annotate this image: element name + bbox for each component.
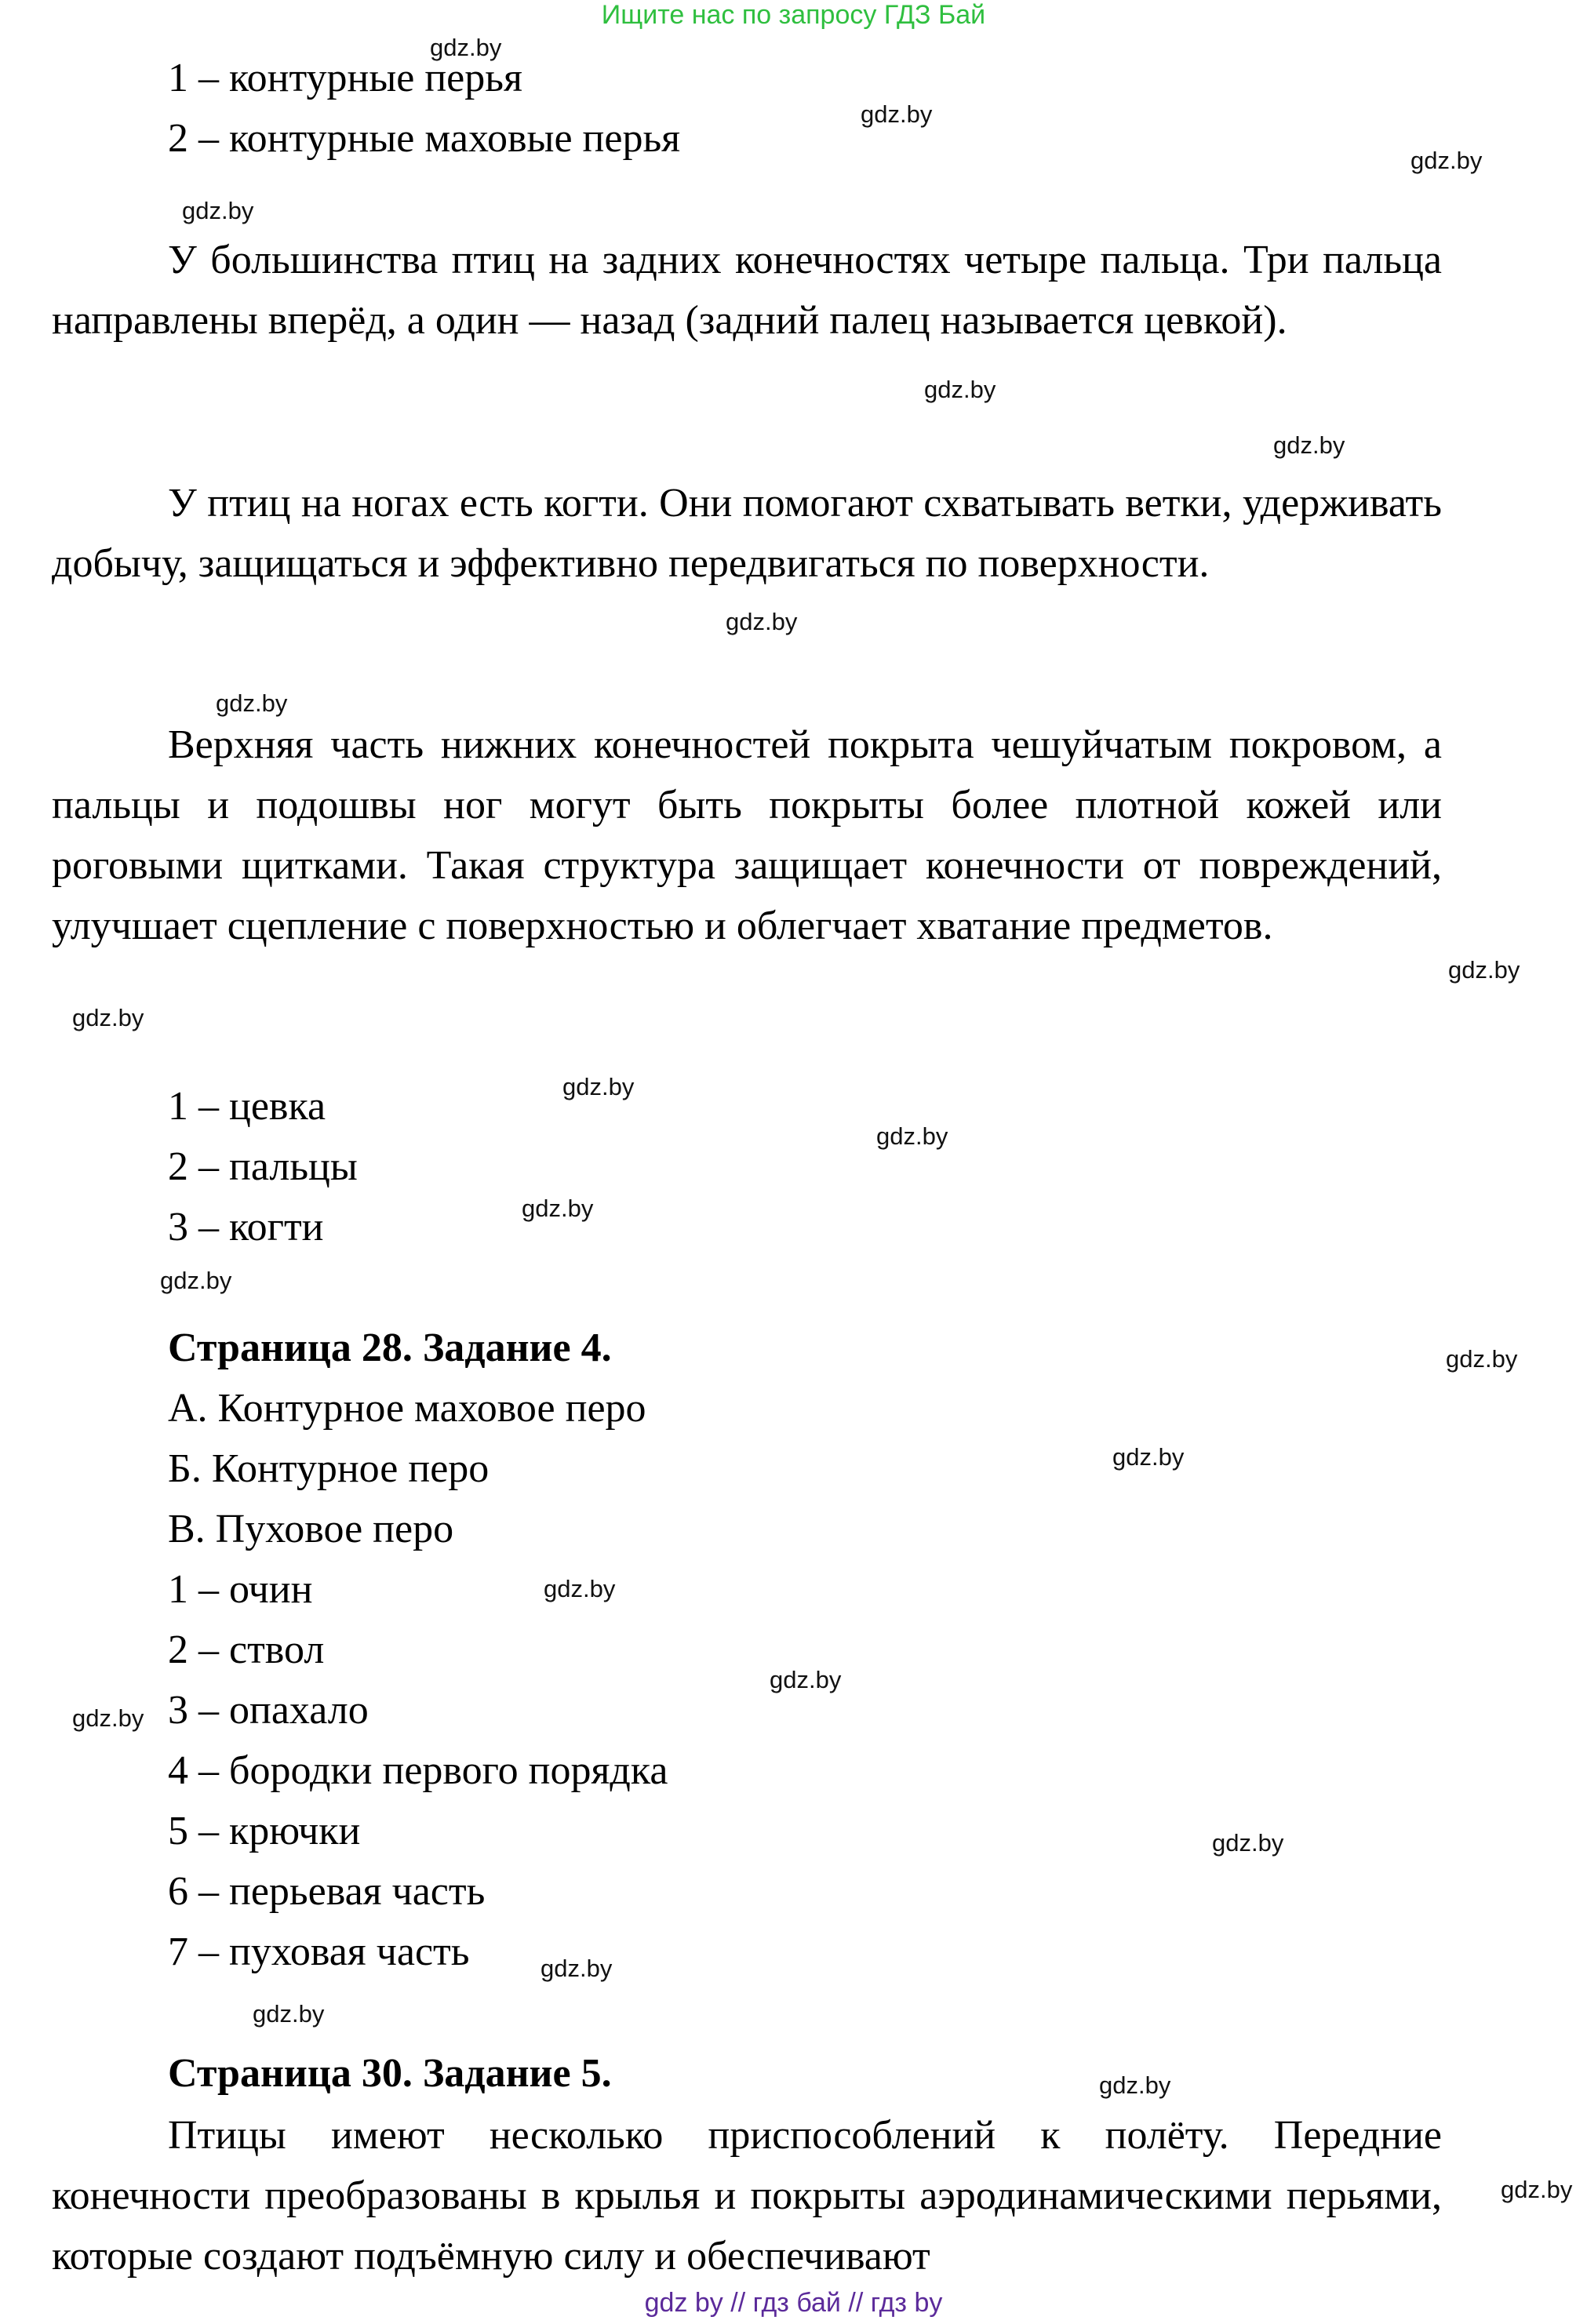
list-item: 2 – контурные маховые перья [168,116,681,161]
list-item: 1 – очин [168,1567,313,1612]
watermark: gdz.by [1273,431,1345,459]
watermark: gdz.by [861,100,933,128]
section-heading: Страница 30. Задание 5. [168,2051,612,2096]
paragraph-flight: Птицы имеют несколько приспособлений к полёту. Передние конечности преобразованы в крылья и покрыты аэродинамическими перьями, которые создают подъёмную силу и обеспечивают [52,2113,1442,2279]
watermark: gdz.by [1212,1829,1284,1857]
watermark: gdz.by [1446,1345,1518,1373]
watermark: gdz.by [544,1575,616,1602]
watermark: gdz.by [541,1955,613,1982]
watermark: gdz.by [726,608,798,635]
site-footer: gdz by // гдз бай // гдз by [644,2288,943,2318]
watermark: gdz.by [160,1267,232,1294]
list-item: 1 – цевка [168,1084,326,1129]
paragraph-legs: Верхняя часть нижних конечностей покрыта чешуйчатым покровом, а пальцы и подошвы ног могут быть покрыты более плотной кожей или роговыми щитками. Такая структура защищает конечности от повреждений, улучшает сцепление с поверхностью и облегчает хватание предметов. [52,722,1442,948]
watermark: gdz.by [522,1195,594,1222]
watermark: gdz.by [770,1666,842,1693]
list-item: 3 – опахало [168,1688,369,1733]
watermark: gdz.by [72,1004,144,1031]
list-item: А. Контурное маховое перо [168,1386,646,1431]
watermark: gdz.by [1448,956,1520,984]
watermark: gdz.by [182,197,254,224]
watermark: gdz.by [253,2000,325,2028]
list-item: 4 – бородки первого порядка [168,1748,668,1793]
watermark: gdz.by [1410,147,1483,174]
list-item: 7 – пуховая часть [168,1929,470,1974]
watermark: gdz.by [1099,2071,1171,2099]
list-item: 1 – контурные перья [168,56,522,100]
watermark: gdz.by [1501,2176,1573,2203]
paragraph-claws: У птиц на ногах есть когти. Они помогают схватывать ветки, удерживать добычу, защищаться и эффективно передвигаться по поверхности. [52,481,1442,586]
list-item: Б. Контурное перо [168,1446,490,1491]
watermark: gdz.by [72,1704,144,1732]
section-heading: Страница 28. Задание 4. [168,1326,612,1370]
list-item: В. Пуховое перо [168,1507,454,1551]
watermark: gdz.by [876,1122,948,1150]
watermark: gdz.by [562,1073,635,1100]
watermark: gdz.by [430,34,502,61]
watermark: gdz.by [1112,1443,1185,1471]
list-item: 3 – когти [168,1205,324,1249]
list-item: 5 – крючки [168,1809,361,1853]
list-item: 2 – пальцы [168,1144,358,1189]
paragraph-toes: У большинства птиц на задних конечностях четыре пальца. Три пальца направлены вперёд, а один — назад (задний палец называется цевкой). [52,238,1442,343]
watermark: gdz.by [924,376,996,403]
watermark: gdz.by [216,689,288,717]
list-item: 6 – перьевая часть [168,1869,486,1914]
list-item: 2 – ствол [168,1628,325,1672]
site-banner: Ищите нас по запросу ГДЗ Бай [601,0,986,30]
